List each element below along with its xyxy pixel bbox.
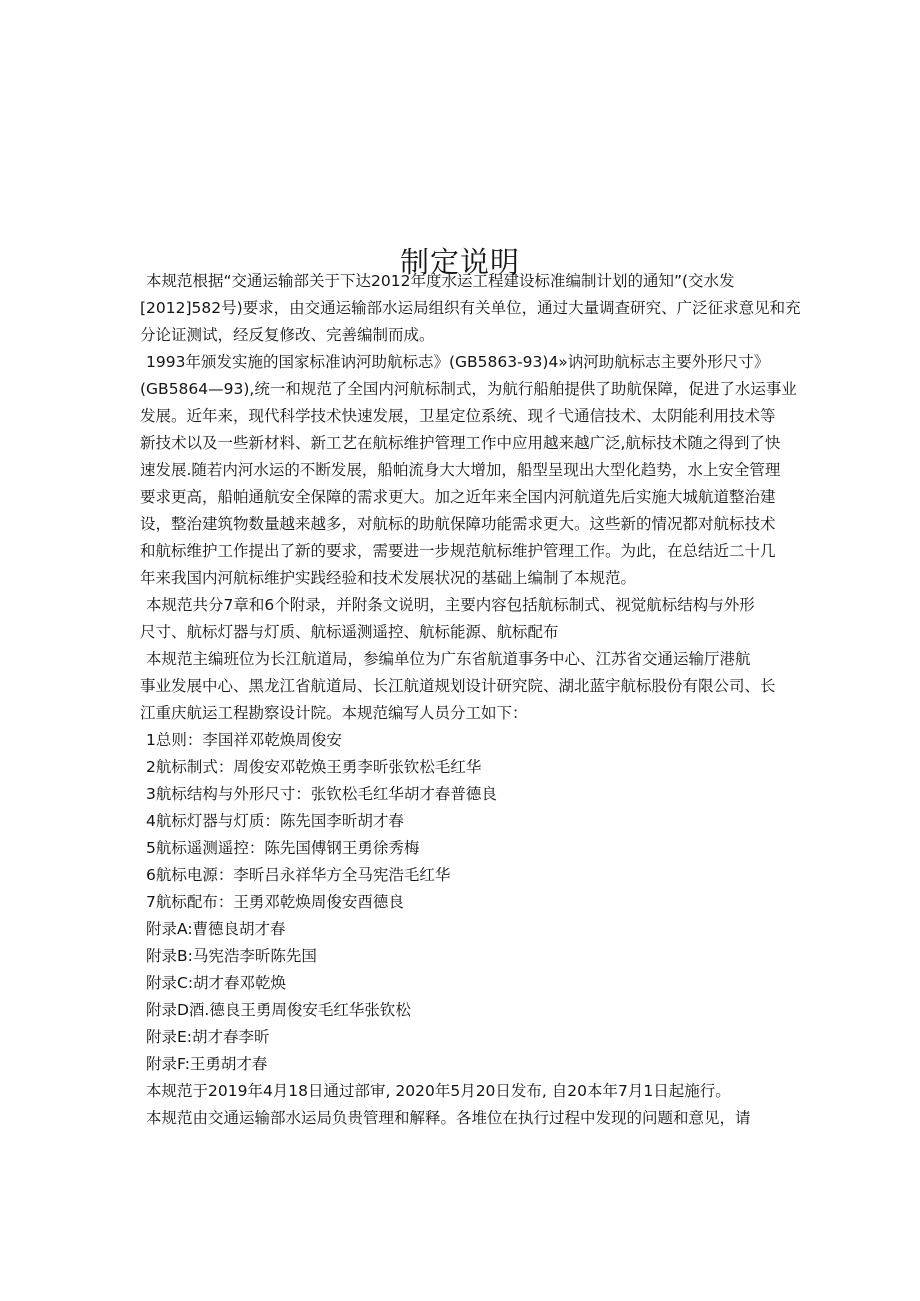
- body-text-line: 速发展.随若内河水运的不断发展，船帕流身大大增加，船型呈现出大型化趋势，水上安全管理: [140, 461, 781, 479]
- appendix-assignment-line: 附录E:胡才春李昕: [146, 1028, 270, 1046]
- body-text-line: 事业发展中心、黑龙江省航道局、长江航道规划设计研究院、湖北蓝宇航标股份有限公司、长: [140, 677, 776, 695]
- body-text-line: 本规范于2019年4月18日通过部审, 2020年5月20日发布, 自20本年7月1日起施行。: [146, 1082, 731, 1100]
- author-assignment-line: 3航标结构与外形尺寸：张钦松毛红华胡才春普德良: [146, 785, 497, 803]
- body-text-line: (GB5864—93),统一和规范了全国内河航标制式，为航行船舶提供了助航保障，促进了水运事业: [140, 380, 797, 398]
- author-assignment-line: 5航标遥测遥控：陈先国傅钢王勇徐秀梅: [146, 839, 420, 857]
- body-text-line: 要求更高，船帕通航安全保障的需求更大。加之近年来全国内河航道先后实施大城航道整治建: [140, 488, 776, 506]
- author-assignment-line: 6航标电源：李昕吕永祥华方全马宪浩毛红华: [146, 866, 451, 884]
- body-text-line: 本规范主编班位为长江航道局，参编单位为广东省航道事务中心、江苏省交通运输厅港航: [146, 650, 751, 668]
- body-text-line: 1993年颁发实施的国家标准讷河助航标志》(GB5863-93)4»讷河助航标志主要外形尺寸》: [146, 353, 770, 371]
- page-title: 制定说明: [399, 245, 520, 279]
- appendix-assignment-line: 附录C:胡才春邓乾焕: [146, 974, 287, 992]
- appendix-assignment-line: 附录D酒.德良王勇周俊安毛红华张钦松: [146, 1001, 411, 1019]
- body-text-line: 发展。近年来，现代科学技术快速发展，卫星定位系统、现彳弋通信技术、太阴能利用技术等: [140, 407, 776, 425]
- body-text-line: 江重庆航运工程勘察设计院。本规范编写人员分工如下：: [140, 704, 528, 722]
- body-text-line: 分论证测试，经反复修改、完善编制而成。: [140, 326, 435, 344]
- body-text-line: 本规范由交通运输部水运局负贵管理和解释。各堆位在执行过程中发现的问题和意见，请: [146, 1109, 751, 1127]
- appendix-assignment-line: 附录A:曹德良胡才春: [146, 920, 286, 938]
- body-text-line: 设，整治建筑物数量越来越多，对航标的助航保障功能需求更大。这些新的情况都对航标技术: [140, 515, 776, 533]
- body-text-line: 新技术以及一些新材料、新工艺在航标维护管理工作中应用越来越广泛,航标技术随之得到了快: [140, 434, 781, 452]
- author-assignment-line: 7航标配布：王勇邓乾焕周俊安酉德良: [146, 893, 404, 911]
- body-text-line: 尺寸、航标灯器与灯质、航标遥测遥控、航标能源、航标配布: [140, 623, 559, 641]
- author-assignment-line: 4航标灯器与灯质：陈先国李昕胡才春: [146, 812, 404, 830]
- body-text-line: 本规范共分7章和6个附录，并附条文说明，主要内容包括航标制式、视觉航标结构与外形: [146, 596, 755, 614]
- appendix-assignment-line: 附录B:马宪浩李昕陈先国: [146, 947, 317, 965]
- body-text-line: 和航标维护工作提出了新的要求，需要进一步规范航标维护管理工作。为此，在总结近二十几: [140, 542, 776, 560]
- body-text-line: 年来我国内河航标维护实践经验和技术发展状况的基础上编制了本规范。: [140, 569, 637, 587]
- appendix-assignment-line: 附录F:王勇胡才春: [146, 1055, 268, 1073]
- body-text-line: [2012]582号)要求，由交通运输部水运局组织有关单位，通过大量调查研究、广泛征求意见和充: [140, 299, 801, 317]
- body-text-line: 本规范根据“交通运输部关于下达2012年度水运工程建设标准编制计划的通知”(交水发: [146, 272, 735, 290]
- author-assignment-line: 1总则：李国祥邓乾焕周俊安: [146, 731, 342, 749]
- author-assignment-line: 2航标制式：周俊安邓乾焕王勇李昕张钦松毛红华: [146, 758, 482, 776]
